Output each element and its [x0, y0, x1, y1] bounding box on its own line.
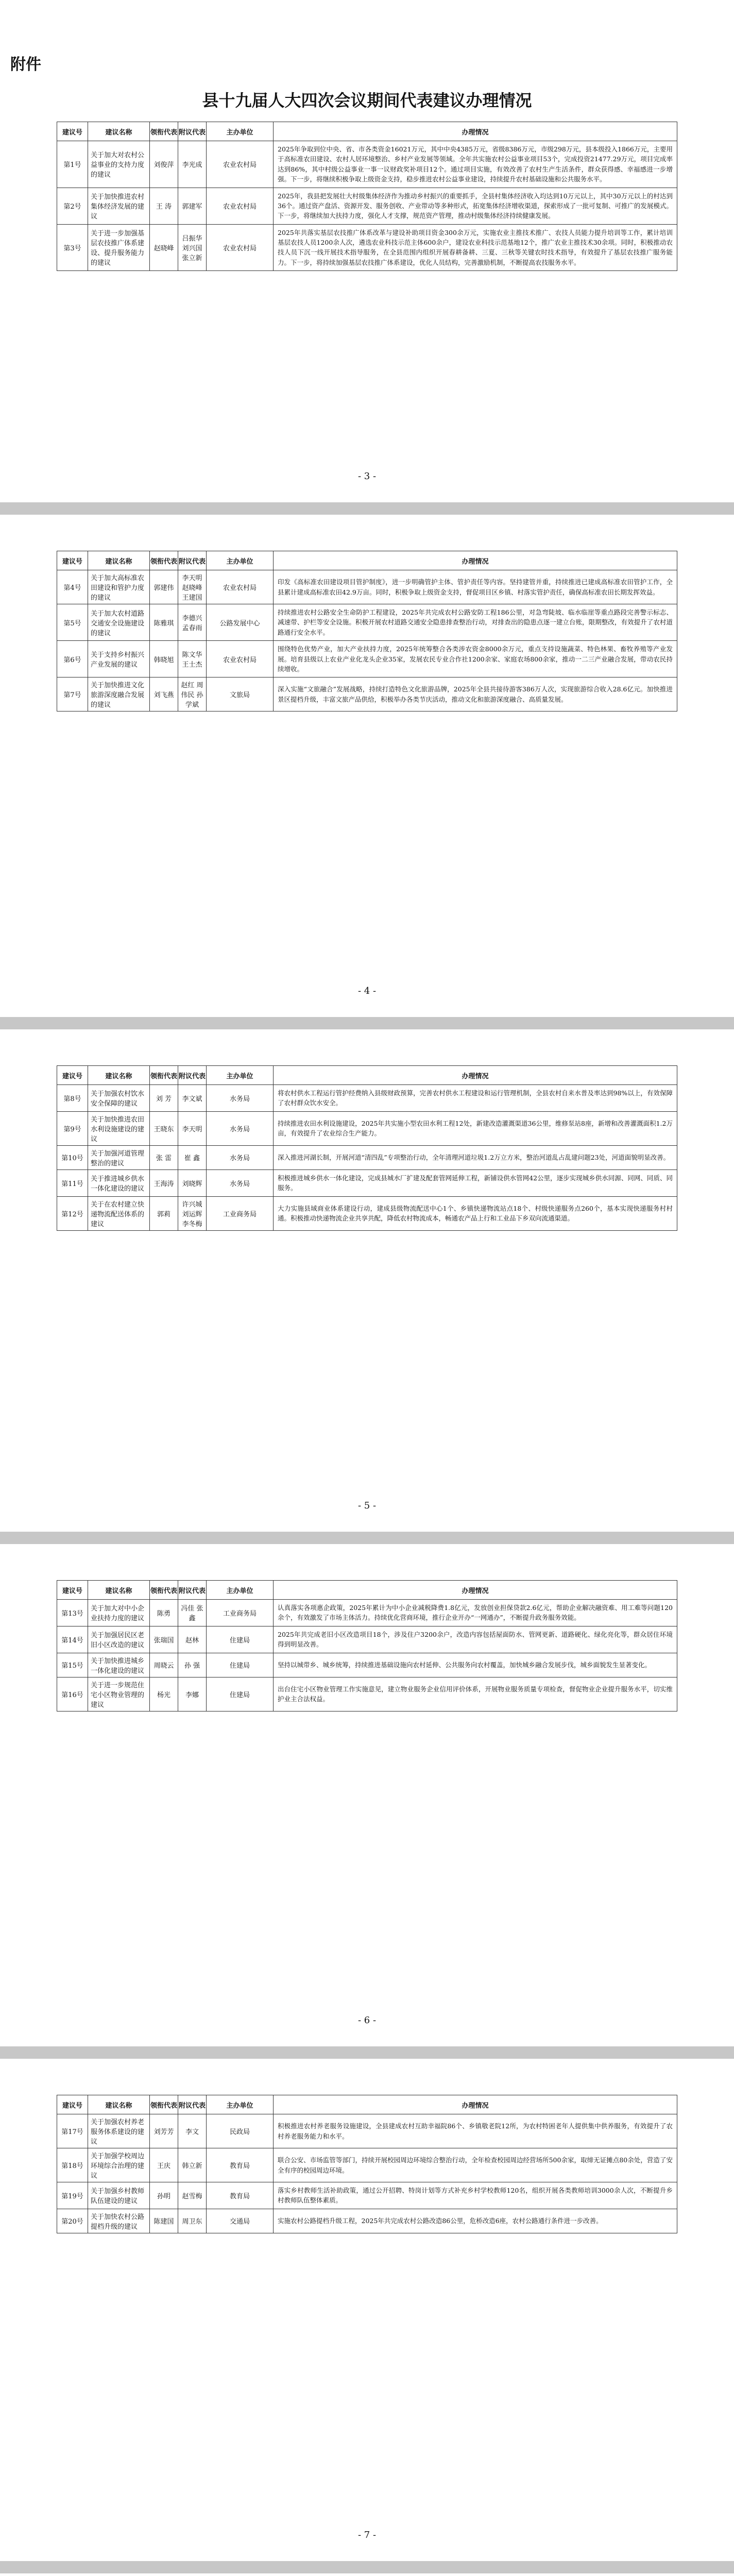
lead-delegate: 陈建国 — [150, 2209, 178, 2233]
page-number: - 3 - — [357, 471, 377, 482]
column-header: 主办单位 — [207, 2095, 274, 2114]
proposal-name: 关于加强河道管理整治的建议 — [88, 1145, 150, 1170]
lead-delegate: 刘 芳 — [150, 1085, 178, 1112]
table-row — [57, 2182, 677, 2209]
handling-status: 持续推进农村公路安全生命防护工程建设，2025年共完成农村公路安防工程186公里，对急弯陡坡、临水临崖等重点路段完善警示标志、减速带、护栏等安全设施。积极开展农村道路交通安全隐患排查整治行动，对排查出的隐患点逐一建立台账，限期整改，有效提升了农村道路通行安全水平。 — [274, 604, 677, 641]
host-unit: 水务局 — [207, 1085, 274, 1112]
handling-status: 积极推进农村养老服务设施建设，全县建成农村互助幸福院86个、乡镇敬老院12所，为农村特困老年人提供集中供养服务，有效提升了农村养老服务能力和水平。 — [274, 2114, 677, 2148]
co-delegates: 李天明 — [178, 1111, 207, 1145]
lead-delegate: 刘飞燕 — [150, 677, 178, 711]
host-unit: 农业农村局 — [207, 188, 274, 224]
column-header: 领衔代表 — [150, 122, 178, 141]
lead-delegate: 刘俊萍 — [150, 141, 178, 188]
handling-status: 落实乡村教师生活补助政策，通过公开招聘、特岗计划等方式补充乡村学校教师120名，组织开展各类教师培训3000余人次，不断提升乡村教师队伍整体素质。 — [274, 2182, 677, 2209]
lead-delegate: 郭莉 — [150, 1196, 178, 1230]
table-row — [57, 1677, 677, 1711]
host-unit: 住建局 — [207, 1626, 274, 1653]
proposal-number: 第8号 — [57, 1085, 88, 1112]
column-header: 办理情况 — [274, 551, 677, 570]
proposal-number: 第6号 — [57, 641, 88, 677]
table-row — [57, 641, 677, 677]
proposal-number: 第19号 — [57, 2182, 88, 2209]
proposal-number: 第2号 — [57, 188, 88, 224]
table-row — [57, 1653, 677, 1677]
handling-status: 积极推进城乡供水一体化建设，完成县城水厂扩建及配套管网延伸工程，新铺设供水管网42公里，逐步实现城乡供水同源、同网、同质、同服务。 — [274, 1170, 677, 1196]
co-delegates: 孙 强 — [178, 1653, 207, 1677]
proposal-number: 第10号 — [57, 1145, 88, 1170]
column-header: 建议名称 — [88, 1581, 150, 1600]
host-unit: 农业农村局 — [207, 141, 274, 188]
table-row — [57, 604, 677, 641]
document-page — [0, 2059, 734, 2561]
proposal-number: 第1号 — [57, 141, 88, 188]
column-header: 主办单位 — [207, 1066, 274, 1085]
proposal-number: 第15号 — [57, 1653, 88, 1677]
proposal-name: 关于加快推进农田水利设施建设的建议 — [88, 1111, 150, 1145]
column-header: 办理情况 — [274, 1581, 677, 1600]
proposal-name: 关于加强乡村教师队伍建设的建议 — [88, 2182, 150, 2209]
handling-status: 实施农村公路提档升级工程，2025年共完成农村公路改造86公里，危桥改造6座，农村公路通行条件进一步改善。 — [274, 2209, 677, 2233]
proposal-number: 第3号 — [57, 224, 88, 271]
column-header: 建议号 — [57, 1066, 88, 1085]
handling-status: 2025年共落实基层农技推广体系改革与建设补助项目资金300余万元，实施农业主推技术推广、农技人员能力提升培训等工作，累计培训基层农技人员1200余人次，遴选农业科技示范主体600余户，建设农业科技示范基地12个，推广农业主推技术30余项。同时，积极推动农技人员下沉一线开展技术指导服务，在全县范围内组织开展春耕备耕、三夏、三秋等关键农时技术指导，有效提升了基层农技推广服务能力。下一步，将持续加强基层农技推广体系建设，优化人员结构，完善激励机制，不断提高农技服务水平。 — [274, 224, 677, 271]
column-header: 建议号 — [57, 122, 88, 141]
lead-delegate: 张 雷 — [150, 1145, 178, 1170]
handling-status: 联合公安、市场监管等部门，持续开展校园周边环境综合整治行动，全年检查校园周边经营场所500余家，取缔无证摊点80余处，营造了安全有序的校园周边环境。 — [274, 2148, 677, 2182]
column-header: 建议名称 — [88, 2095, 150, 2114]
host-unit: 民政局 — [207, 2114, 274, 2148]
column-header: 建议名称 — [88, 551, 150, 570]
host-unit: 住建局 — [207, 1677, 274, 1711]
co-delegates: 赵林 — [178, 1626, 207, 1653]
host-unit: 住建局 — [207, 1653, 274, 1677]
attachment-label: 附件 — [10, 56, 41, 74]
column-header: 附议代表 — [178, 1066, 207, 1085]
column-header: 主办单位 — [207, 122, 274, 141]
co-delegates: 赵红 周伟民 孙学斌 — [178, 677, 207, 711]
table-row — [57, 2209, 677, 2233]
column-header: 建议名称 — [88, 122, 150, 141]
column-header: 办理情况 — [274, 122, 677, 141]
proposal-number: 第17号 — [57, 2114, 88, 2148]
lead-delegate: 王庆 — [150, 2148, 178, 2182]
proposal-name: 关于支持乡村振兴产业发展的建议 — [88, 641, 150, 677]
handling-status: 将农村供水工程运行管护经费纳入县级财政预算，完善农村供水工程建设和运行管理机制，全县农村自来水普及率达到98%以上，有效保障了农村群众饮水安全。 — [274, 1085, 677, 1112]
document-page — [0, 0, 734, 502]
proposal-table — [57, 1580, 677, 1711]
host-unit: 教育局 — [207, 2182, 274, 2209]
host-unit: 水务局 — [207, 1111, 274, 1145]
column-header: 附议代表 — [178, 122, 207, 141]
lead-delegate: 王 涛 — [150, 188, 178, 224]
page-number: - 4 - — [357, 986, 377, 996]
host-unit: 农业农村局 — [207, 641, 274, 677]
co-delegates: 李娜 — [178, 1677, 207, 1711]
handling-status: 大力实施县域商业体系建设行动，建成县级物流配送中心1个、乡镇快递物流站点18个、村级快递服务点260个，基本实现快递服务村村通。积极推动快递物流企业共享共配，降低农村物流成本，畅通农产品上行和工业品下乡双向流通渠道。 — [274, 1196, 677, 1230]
co-delegates: 冯佳 张 鑫 — [178, 1600, 207, 1626]
proposal-number: 第7号 — [57, 677, 88, 711]
co-delegates: 周卫东 — [178, 2209, 207, 2233]
column-header: 附议代表 — [178, 551, 207, 570]
table-row — [57, 2114, 677, 2148]
host-unit: 文旅局 — [207, 677, 274, 711]
column-header: 办理情况 — [274, 2095, 677, 2114]
document-page — [0, 2573, 734, 2576]
host-unit: 公路发展中心 — [207, 604, 274, 641]
host-unit: 工业商务局 — [207, 1600, 274, 1626]
co-delegates: 赵雪梅 — [178, 2182, 207, 2209]
table-row — [57, 188, 677, 224]
lead-delegate: 王晓东 — [150, 1111, 178, 1145]
lead-delegate: 赵晓峰 — [150, 224, 178, 271]
lead-delegate: 孙明 — [150, 2182, 178, 2209]
co-delegates: 李光成 — [178, 141, 207, 188]
table-row — [57, 1196, 677, 1230]
column-header: 领衔代表 — [150, 2095, 178, 2114]
proposal-number: 第9号 — [57, 1111, 88, 1145]
page-number: - 6 - — [357, 2015, 377, 2026]
handling-status: 出台住宅小区物业管理工作实施意见，建立物业服务企业信用评价体系，开展物业服务质量专项检查，督促物业企业提升服务水平，切实维护业主合法权益。 — [274, 1677, 677, 1711]
proposal-name: 关于加快推进城乡一体化建设的建议 — [88, 1653, 150, 1677]
proposal-name: 关于加强居民区老旧小区改造的建议 — [88, 1626, 150, 1653]
column-header: 办理情况 — [274, 1066, 677, 1085]
table-row — [57, 677, 677, 711]
document-title: 县十九届人大四次会议期间代表建议办理情况 — [202, 91, 532, 110]
proposal-number: 第14号 — [57, 1626, 88, 1653]
proposal-number: 第12号 — [57, 1196, 88, 1230]
page-number: - 7 - — [357, 2530, 377, 2540]
proposal-name: 关于加大高标准农田建设和管护力度的建议 — [88, 570, 150, 604]
table-row — [57, 1600, 677, 1626]
column-header: 领衔代表 — [150, 551, 178, 570]
host-unit: 交通局 — [207, 2209, 274, 2233]
co-delegates: 刘晓辉 — [178, 1170, 207, 1196]
co-delegates: 韩立新 — [178, 2148, 207, 2182]
host-unit: 水务局 — [207, 1145, 274, 1170]
document-page — [0, 1029, 734, 1532]
proposal-name: 关于加强学校周边环境综合治理的建议 — [88, 2148, 150, 2182]
lead-delegate: 杨光 — [150, 1677, 178, 1711]
proposal-number: 第5号 — [57, 604, 88, 641]
co-delegates: 李德兴 孟春雨 — [178, 604, 207, 641]
table-row — [57, 224, 677, 271]
proposal-number: 第18号 — [57, 2148, 88, 2182]
proposal-name: 关于进一步加强基层农技推广体系建设、提升服务能力的建议 — [88, 224, 150, 271]
proposal-table — [57, 122, 677, 271]
proposal-number: 第13号 — [57, 1600, 88, 1626]
proposal-name: 关于加快推进农村集体经济发展的建议 — [88, 188, 150, 224]
document-page — [0, 515, 734, 1017]
co-delegates: 李文 — [178, 2114, 207, 2148]
handling-status: 坚持以城带乡、城乡统筹，持续推进基础设施向农村延伸、公共服务向农村覆盖，加快城乡融合发展步伐，城乡面貌发生显著变化。 — [274, 1653, 677, 1677]
proposal-name: 关于加快推进文化旅游深度融合发展的建议 — [88, 677, 150, 711]
handling-status: 2025年争取到位中央、省、市各类资金16021万元，其中中央4385万元，省级8386万元，市级298万元，县本级投入1866万元，主要用于高标准农田建设、农村人居环境整治、乡村产业发展等领域。全年共实施农村公益事业项目53个，完成投资21477.29万元，项目完成率达到86%，其中村级公益事业一事一议财政奖补项目12个。通过项目实施，有效改善了农村生产生活条件，群众获得感、幸福感进一步增强。下一步，将继续积极争取上级资金支持，稳步推进农村公益事业建设，持续提升农村基础设施和公共服务水平。 — [274, 141, 677, 188]
table-row — [57, 2148, 677, 2182]
proposal-name: 关于加强农村养老服务体系建设的建议 — [88, 2114, 150, 2148]
lead-delegate: 刘芳芳 — [150, 2114, 178, 2148]
handling-status: 深入推进河湖长制，开展河道“清四乱”专项整治行动，全年清理河道垃圾1.2万立方米，整治河道乱占乱建问题23处，河道面貌明显改善。 — [274, 1145, 677, 1170]
table-row — [57, 141, 677, 188]
table-row — [57, 1145, 677, 1170]
co-delegates: 崔 鑫 — [178, 1145, 207, 1170]
proposal-name: 关于加大农村道路交通安全设施建设的建议 — [88, 604, 150, 641]
column-header: 建议号 — [57, 551, 88, 570]
handling-status: 2025年，我县把发展壮大村级集体经济作为推动乡村振兴的重要抓手，全县村集体经济收入均达到10万元以上，其中30万元以上的村达到36个。通过资产盘活、资源开发、服务创收、产业带动等多种形式，拓宽集体经济增收渠道，探索形成了一批可复制、可推广的发展模式。下一步，将继续加大扶持力度，强化人才支撑，规范资产管理，推动村级集体经济持续健康发展。 — [274, 188, 677, 224]
page-number: - 5 - — [357, 1500, 377, 1511]
handling-status: 认真落实各项惠企政策，2025年累计为中小企业减税降费1.8亿元，发放创业担保贷款2.6亿元，帮助企业解决融资难、用工难等问题120余个，有效激发了市场主体活力。持续优化营商环境，推行企业开办“一网通办”，不断提升政务服务效能。 — [274, 1600, 677, 1626]
column-header: 领衔代表 — [150, 1581, 178, 1600]
lead-delegate: 王海涛 — [150, 1170, 178, 1196]
lead-delegate: 陈雅琪 — [150, 604, 178, 641]
proposal-table — [57, 2095, 677, 2233]
proposal-name: 关于加大对农村公益事业的支持力度的建议 — [88, 141, 150, 188]
lead-delegate: 周晓云 — [150, 1653, 178, 1677]
proposal-name: 关于加强农村饮水安全保障的建议 — [88, 1085, 150, 1112]
column-header: 建议名称 — [88, 1066, 150, 1085]
proposal-name: 关于进一步规范住宅小区物业管理的建议 — [88, 1677, 150, 1711]
host-unit: 农业农村局 — [207, 570, 274, 604]
host-unit: 水务局 — [207, 1170, 274, 1196]
host-unit: 教育局 — [207, 2148, 274, 2182]
handling-status: 2025年共完成老旧小区改造项目18个，涉及住户3200余户，改造内容包括屋面防水、管网更新、道路硬化、绿化亮化等，群众居住环境得到明显改善。 — [274, 1626, 677, 1653]
proposal-number: 第16号 — [57, 1677, 88, 1711]
proposal-name: 关于推进城乡供水一体化建设的建议 — [88, 1170, 150, 1196]
co-delegates: 陈文华 王士杰 — [178, 641, 207, 677]
column-header: 建议号 — [57, 1581, 88, 1600]
column-header: 领衔代表 — [150, 1066, 178, 1085]
proposal-number: 第20号 — [57, 2209, 88, 2233]
co-delegates: 郭建军 — [178, 188, 207, 224]
table-row — [57, 1170, 677, 1196]
handling-status: 持续推进农田水利设施建设，2025年共实施小型农田水利工程12处，新建改造灌溉渠道36公里，维修泵站8座，新增和改善灌溉面积1.2万亩，有效提升了农业综合生产能力。 — [274, 1111, 677, 1145]
proposal-name: 关于加大对中小企业扶持力度的建议 — [88, 1600, 150, 1626]
lead-delegate: 张瑞国 — [150, 1626, 178, 1653]
lead-delegate: 郭建伟 — [150, 570, 178, 604]
co-delegates: 李文斌 — [178, 1085, 207, 1112]
table-row — [57, 1111, 677, 1145]
column-header: 主办单位 — [207, 1581, 274, 1600]
co-delegates: 许兴城 刘运辉 李冬梅 — [178, 1196, 207, 1230]
handling-status: 深入实施“文旅融合”发展战略，持续打造特色文化旅游品牌，2025年全县共接待游客386万人次，实现旅游综合收入28.6亿元。加快推进景区提档升级，丰富文旅产品供给，积极举办各类节庆活动，推动文化和旅游深度融合、高质量发展。 — [274, 677, 677, 711]
table-row — [57, 1085, 677, 1112]
table-row — [57, 1626, 677, 1653]
co-delegates: 吕振华 刘兴国 张立新 — [178, 224, 207, 271]
proposal-number: 第4号 — [57, 570, 88, 604]
lead-delegate: 韩晓旭 — [150, 641, 178, 677]
proposal-number: 第11号 — [57, 1170, 88, 1196]
column-header: 附议代表 — [178, 1581, 207, 1600]
proposal-table — [57, 551, 677, 711]
document-page — [0, 1544, 734, 2046]
column-header: 主办单位 — [207, 551, 274, 570]
proposal-table — [57, 1065, 677, 1231]
proposal-name: 关于在农村建立快递物流配送体系的建议 — [88, 1196, 150, 1230]
host-unit: 农业农村局 — [207, 224, 274, 271]
co-delegates: 李天明 赵晓峰 王建国 — [178, 570, 207, 604]
column-header: 附议代表 — [178, 2095, 207, 2114]
handling-status: 围绕特色优势产业，加大产业扶持力度，2025年统筹整合各类涉农资金8000余万元，重点支持设施蔬菜、特色林果、畜牧养殖等产业发展。培育县级以上农业产业化龙头企业35家，发展农民专业合作社1200余家、家庭农场800余家，推动一二三产业融合发展，带动农民持续增收。 — [274, 641, 677, 677]
lead-delegate: 陈勇 — [150, 1600, 178, 1626]
column-header: 建议号 — [57, 2095, 88, 2114]
proposal-name: 关于加快农村公路提档升级的建议 — [88, 2209, 150, 2233]
handling-status: 印发《高标准农田建设项目管护制度》，进一步明确管护主体、管护责任等内容。坚持建管并重，持续推进已建成高标准农田管护工作，全县累计建成高标准农田42.9万亩。同时，积极争取上级资金支持，督促项目区乡镇、村落实管护责任，确保高标准农田长期发挥效益。 — [274, 570, 677, 604]
table-row — [57, 570, 677, 604]
host-unit: 工业商务局 — [207, 1196, 274, 1230]
